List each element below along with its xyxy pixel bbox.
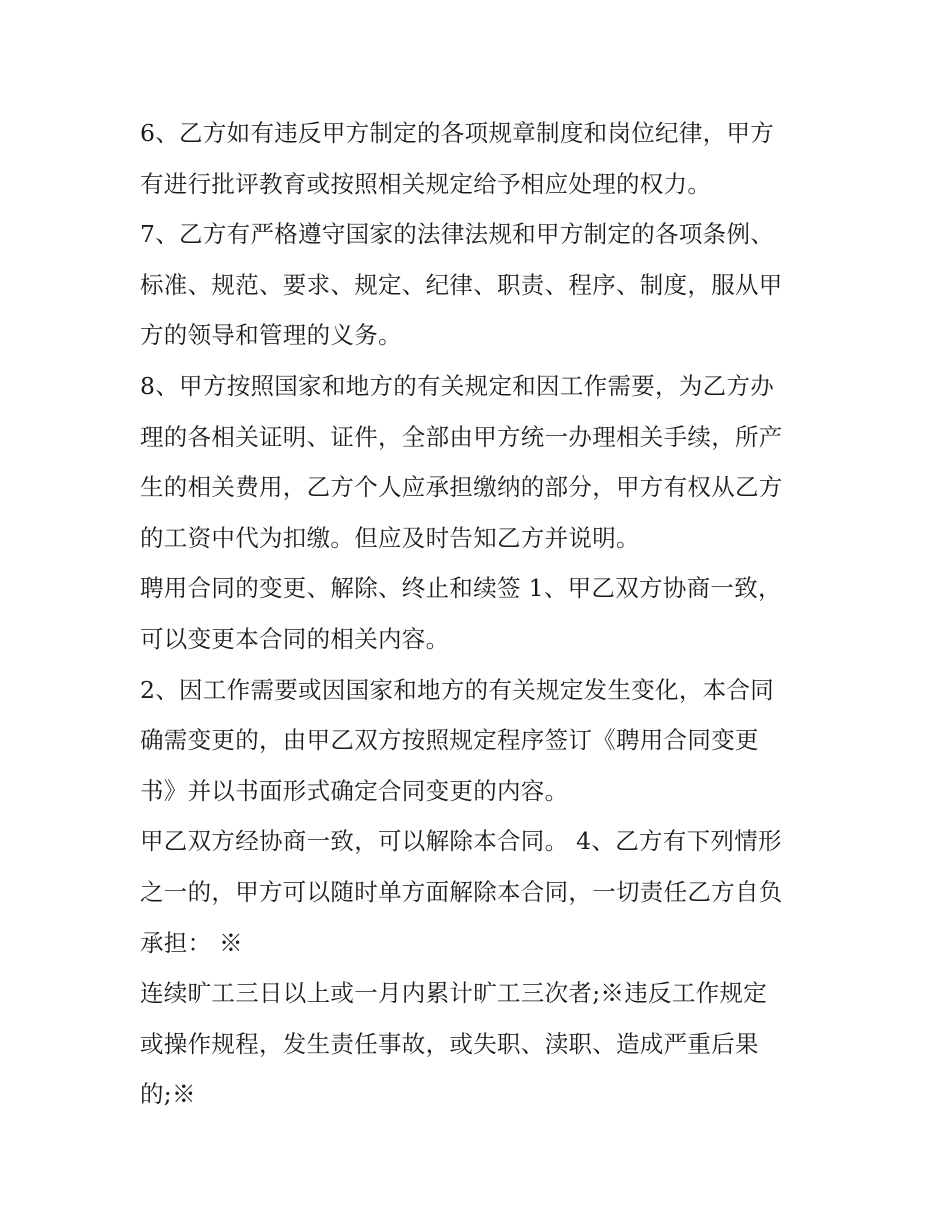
text-line: 7、乙方有严格遵守国家的法律法规和甲方制定的各项条例、 xyxy=(140,220,775,249)
paragraph-termination xyxy=(140,816,820,968)
paragraph-contract-changes xyxy=(140,563,820,664)
document-body xyxy=(140,108,820,1120)
text-line: 聘用合同的变更、解除、终止和续签 1、甲乙双方协商一致， xyxy=(140,574,782,603)
text-line: 连续旷工三日以上或一月内累计旷工三次者;※违反工作规定 xyxy=(140,979,768,1008)
text-line: 生的相关费用，乙方个人应承担缴纳的部分，甲方有权从乙方 xyxy=(140,473,783,502)
text-line: 甲乙双方经协商一致，可以解除本合同。 4、乙方有下列情形 xyxy=(140,827,782,856)
text-line: 理的各相关证明、证件，全部由甲方统一办理相关手续，所产 xyxy=(140,422,783,451)
text-line: 2、因工作需要或因国家和地方的有关规定发生变化，本合同 xyxy=(140,675,775,704)
text-line: 的;※ xyxy=(140,1080,196,1109)
text-line: 可以变更本合同的相关内容。 xyxy=(140,624,450,653)
text-line: 方的领导和管理的义务。 xyxy=(140,321,402,350)
text-line: 的工资中代为扣缴。但应及时告知乙方并说明。 xyxy=(140,523,640,552)
paragraph-termination-conditions xyxy=(140,968,820,1120)
text-line: 标准、规范、要求、规定、纪律、职责、程序、制度，服从甲 xyxy=(140,270,783,299)
paragraph-clause-change-2 xyxy=(140,665,820,817)
text-line: 或操作规程，发生责任事故，或失职、渎职、造成严重后果 xyxy=(140,1029,759,1058)
text-line: 有进行批评教育或按照相关规定给予相应处理的权力。 xyxy=(140,169,712,198)
text-line: 承担： ※ xyxy=(140,928,243,957)
text-line: 6、乙方如有违反甲方制定的各项规章制度和岗位纪律，甲方 xyxy=(140,119,775,147)
paragraph-clause-8 xyxy=(140,361,820,563)
text-line: 之一的，甲方可以随时单方面解除本合同，一切责任乙方自负 xyxy=(140,877,783,906)
text-line: 确需变更的，由甲乙双方按照规定程序签订《聘用合同变更 xyxy=(140,726,759,755)
paragraph-clause-6 xyxy=(140,108,820,209)
text-line: 书》并以书面形式确定合同变更的内容。 xyxy=(140,776,569,805)
text-line: 8、甲方按照国家和地方的有关规定和因工作需要，为乙方办 xyxy=(140,371,775,400)
paragraph-clause-7 xyxy=(140,209,820,361)
